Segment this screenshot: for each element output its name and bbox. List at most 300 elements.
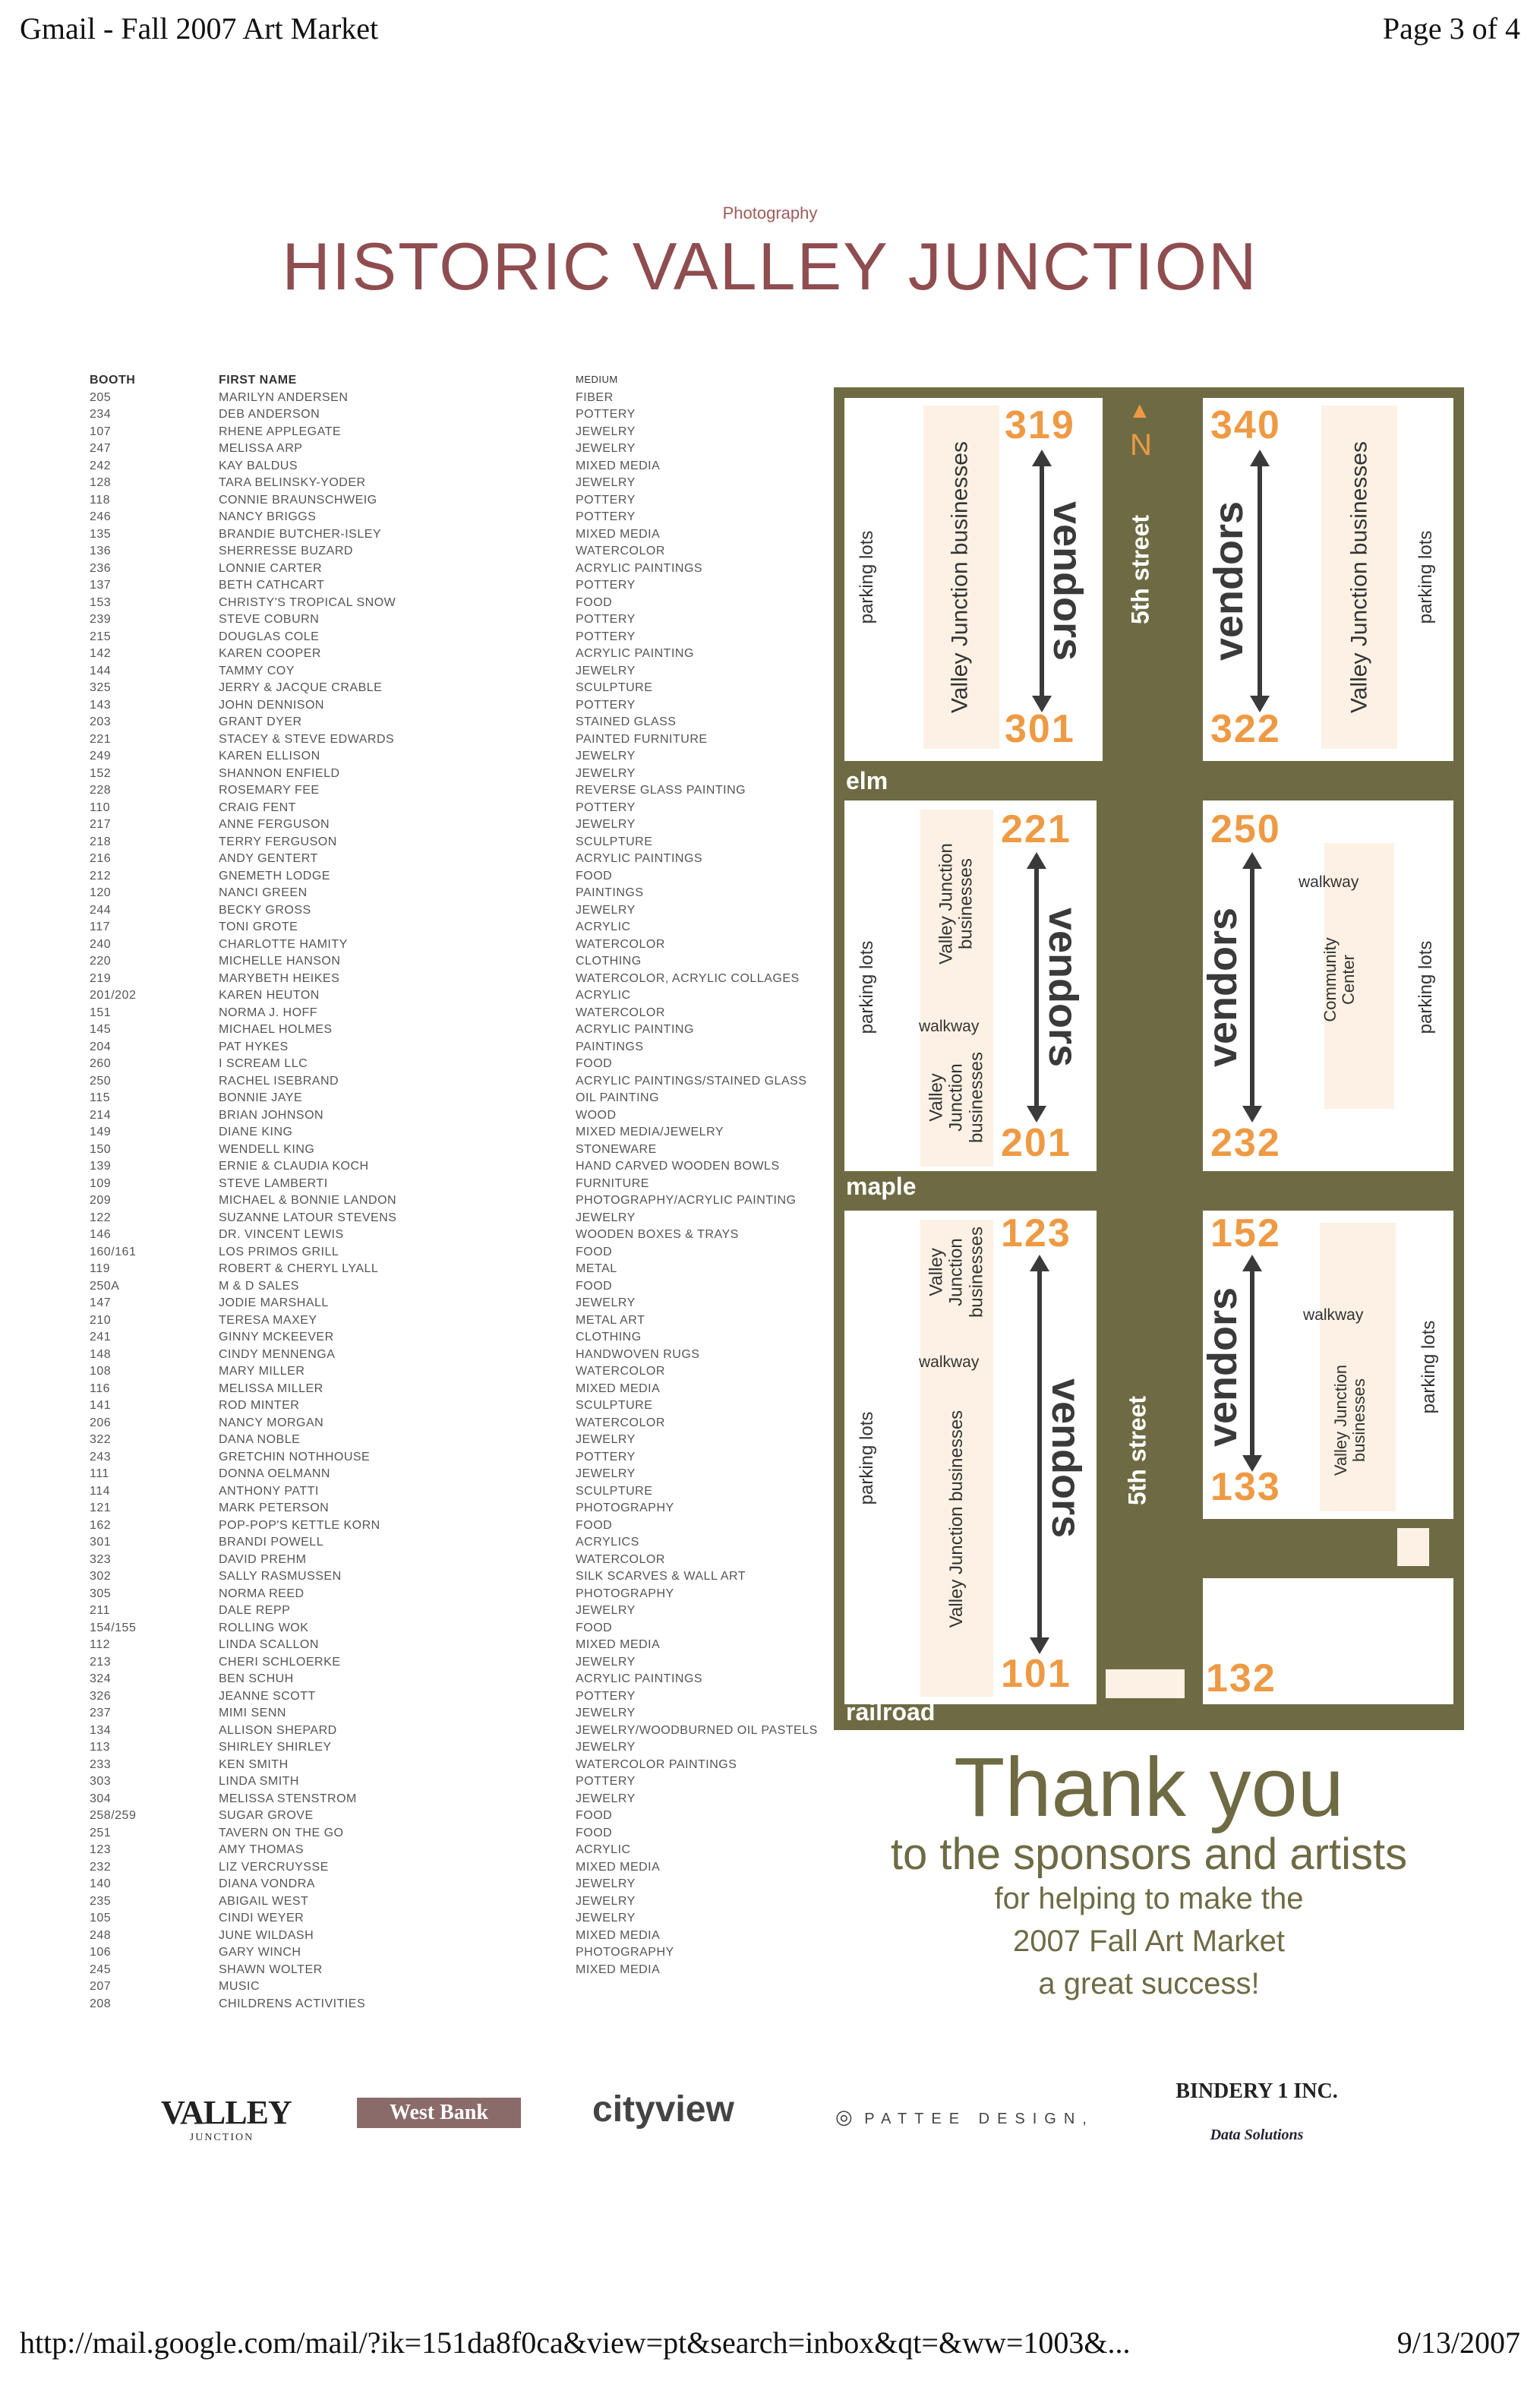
name-cell: GRANT DYER <box>219 715 302 728</box>
table-row <box>90 1485 834 1502</box>
table-row <box>90 1160 834 1177</box>
name-cell: BRANDI POWELL <box>219 1536 324 1549</box>
name-cell: JEANNE SCOTT <box>219 1689 316 1703</box>
name-cell: NORMA REED <box>219 1587 305 1600</box>
medium-cell: POTTERY <box>576 1689 636 1703</box>
table-row <box>90 750 834 767</box>
booth-cell: 145 <box>90 1023 112 1036</box>
medium-cell: JEWELRY <box>576 664 636 677</box>
medium-cell: POTTERY <box>576 630 636 643</box>
print-header-title: Gmail - Fall 2007 Art Market <box>20 11 379 46</box>
valley-logo-subtext: JUNCTION <box>189 2132 254 2143</box>
booth-cell: 216 <box>90 852 112 865</box>
medium-cell: SILK SCARVES & WALL ART <box>576 1570 746 1583</box>
medium-cell: JEWELRY <box>576 1604 636 1617</box>
booth-cell: 141 <box>90 1399 112 1412</box>
table-row <box>90 1656 834 1673</box>
table-row <box>90 596 834 614</box>
medium-cell: JEWELRY <box>576 903 636 917</box>
booth-cell: 244 <box>90 903 112 917</box>
booth-cell: 326 <box>90 1689 112 1703</box>
booth-cell: 325 <box>90 681 112 694</box>
booth-cell: 144 <box>90 664 112 677</box>
name-cell: TONI GROTE <box>219 920 298 933</box>
walkway-label: walkway <box>919 1353 980 1371</box>
booth-cell: 206 <box>90 1416 112 1429</box>
table-row <box>90 1501 834 1519</box>
medium-cell: ACRYLIC PAINTINGS <box>576 561 703 575</box>
booth-cell: 118 <box>90 493 111 507</box>
table-row <box>90 1075 834 1092</box>
name-cell: DONNA OELMANN <box>219 1467 330 1480</box>
walkway-label: walkway <box>919 1018 980 1035</box>
medium-cell: POTTERY <box>576 800 636 814</box>
table-row <box>90 955 834 972</box>
medium-cell: WOODEN BOXES & TRAYS <box>576 1228 739 1241</box>
name-cell: ROSEMARY FEE <box>219 784 320 797</box>
medium-cell: JEWELRY <box>576 1877 636 1890</box>
table-row <box>90 870 834 887</box>
table-row <box>90 1980 834 1997</box>
vj-businesses-label: Valley Junction businesses <box>945 1410 967 1628</box>
medium-cell: WATERCOLOR <box>576 937 665 951</box>
community-center-label: Community Center <box>1320 937 1358 1022</box>
name-cell: SUGAR GROVE <box>219 1809 314 1822</box>
medium-cell: POTTERY <box>576 510 636 523</box>
name-cell: CINDI WEYER <box>219 1912 305 1925</box>
street-marker <box>1106 1669 1185 1698</box>
festival-map <box>834 387 1464 1730</box>
booth-cell: 160/161 <box>90 1245 137 1258</box>
booth-cell: 115 <box>90 1091 111 1104</box>
booth-cell: 305 <box>90 1587 112 1600</box>
medium-cell: WATERCOLOR <box>576 545 665 557</box>
booth-cell: 147 <box>90 1296 112 1309</box>
sponsor-cityview-logo: cityview <box>592 2089 734 2130</box>
booth-cell: 210 <box>90 1313 112 1327</box>
booth-cell: 201/202 <box>90 989 137 1002</box>
name-cell: MELISSA MILLER <box>219 1381 323 1395</box>
booth-cell: 250 <box>90 1074 112 1088</box>
medium-cell: JEWELRY <box>576 1655 636 1669</box>
name-cell: KAREN HEUTON <box>219 989 320 1002</box>
booth-cell: 121 <box>90 1501 112 1514</box>
table-row <box>90 1724 834 1741</box>
name-cell: ABIGAIL WEST <box>219 1894 309 1908</box>
name-cell: BRIAN JOHNSON <box>219 1108 324 1122</box>
name-cell: JOHN DENNISON <box>219 698 324 712</box>
street-label-5th: 5th street <box>1123 1395 1151 1506</box>
medium-cell: FOOD <box>576 1621 613 1634</box>
table-row <box>90 1006 834 1024</box>
vendors-arrow <box>1034 866 1039 1109</box>
booth-cell: 112 <box>90 1638 111 1651</box>
medium-cell: PAINTINGS <box>576 886 644 899</box>
medium-cell: FOOD <box>576 1279 613 1293</box>
booth-cell: 234 <box>90 408 112 421</box>
name-cell: MICHAEL HOLMES <box>219 1023 333 1036</box>
vj-businesses-label: Valley Junction businesses <box>936 843 977 965</box>
sponsor-pattee-design-logo <box>835 2105 1094 2174</box>
parking-lots-label: parking lots <box>857 1411 877 1505</box>
name-cell: SALLY RASMUSSEN <box>219 1570 342 1583</box>
vendor-table-header <box>90 374 834 391</box>
table-row <box>90 920 834 938</box>
vj-businesses-label: Valley Junction businesses <box>1346 441 1372 713</box>
table-row <box>90 1741 834 1758</box>
table-row <box>90 1246 834 1263</box>
medium-cell: POTTERY <box>576 1450 636 1464</box>
booth-cell: 135 <box>90 527 112 541</box>
name-cell: DEB ANDERSON <box>219 408 320 421</box>
table-row <box>90 1467 834 1485</box>
table-row <box>90 494 834 511</box>
table-row <box>90 1433 834 1451</box>
name-cell: MIMI SENN <box>219 1707 286 1719</box>
booth-cell: 139 <box>90 1160 112 1173</box>
booth-cell: 111 <box>90 1467 109 1480</box>
medium-cell: ACRYLIC <box>576 1843 631 1856</box>
medium-cell: JEWELRY <box>576 1467 636 1480</box>
table-row <box>90 1929 834 1947</box>
booth-cell: 119 <box>90 1262 111 1275</box>
name-cell: CRAIG FENT <box>219 800 296 814</box>
table-row <box>90 1451 834 1468</box>
table-row <box>90 442 834 459</box>
medium-cell: HAND CARVED WOODEN BOWLS <box>576 1160 780 1173</box>
medium-cell: MIXED MEDIA/JEWELRY <box>576 1126 724 1138</box>
table-row <box>90 1194 834 1211</box>
print-footer <box>20 2325 1520 2370</box>
booth-cell: 219 <box>90 971 112 985</box>
booth-cell: 122 <box>90 1211 112 1224</box>
name-cell: DIANE KING <box>219 1126 293 1138</box>
name-cell: GRETCHIN NOTHHOUSE <box>219 1450 371 1464</box>
thank-you-heading: Thank you <box>954 1741 1344 1834</box>
medium-cell: METAL ART <box>576 1313 645 1327</box>
sponsor-valley-junction-logo <box>161 2079 292 2148</box>
table-row <box>90 1707 834 1724</box>
medium-cell: SCULPTURE <box>576 1484 653 1498</box>
booth-cell: 153 <box>90 595 112 609</box>
name-cell: LINDA SCALLON <box>219 1638 319 1651</box>
table-row <box>90 1109 834 1126</box>
name-cell: I SCREAM LLC <box>219 1057 308 1070</box>
name-cell: CONNIE BRAUNSCHWEIG <box>219 493 377 507</box>
booth-cell: 236 <box>90 561 112 575</box>
booth-cell: 221 <box>90 732 112 746</box>
table-row <box>90 1262 834 1280</box>
booth-cell: 233 <box>90 1757 112 1771</box>
table-row <box>90 545 834 562</box>
booth-number-101: 101 <box>1001 1652 1071 1696</box>
name-cell: DR. VINCENT LEWIS <box>219 1228 344 1241</box>
table-row <box>90 613 834 630</box>
medium-cell: JEWELRY/WOODBURNED OIL PASTELS <box>576 1723 818 1737</box>
medium-cell: ACRYLIC <box>576 920 631 933</box>
table-row <box>90 1416 834 1434</box>
table-row <box>90 801 834 819</box>
table-row <box>90 1331 834 1348</box>
north-label: N <box>1130 428 1153 462</box>
medium-cell: POTTERY <box>576 698 636 712</box>
table-row <box>90 1690 834 1707</box>
booth-number-132: 132 <box>1206 1656 1276 1700</box>
print-header <box>20 11 1520 56</box>
medium-cell: POTTERY <box>576 408 636 421</box>
medium-cell: PAINTED FURNITURE <box>576 732 708 746</box>
cross-street-maple: maple <box>846 1173 917 1200</box>
booth-cell: 250A <box>90 1279 120 1293</box>
booth-cell: 212 <box>90 869 112 883</box>
table-row <box>90 767 834 785</box>
medium-cell: JEWELRY <box>576 442 636 455</box>
name-cell: LONNIE CARTER <box>219 561 323 575</box>
booth-number-250: 250 <box>1210 807 1281 851</box>
medium-cell: METAL <box>576 1262 617 1275</box>
name-cell: ANTHONY PATTI <box>219 1484 319 1498</box>
booth-cell: 107 <box>90 425 112 438</box>
name-cell: STACEY & STEVE EDWARDS <box>219 732 395 746</box>
booth-cell: 109 <box>90 1176 112 1190</box>
booth-cell: 217 <box>90 818 112 831</box>
booth-cell: 123 <box>90 1843 112 1856</box>
booth-cell: 235 <box>90 1894 112 1908</box>
medium-cell: CLOTHING <box>576 1331 642 1344</box>
booth-cell: 301 <box>90 1536 112 1549</box>
table-row <box>90 1228 834 1246</box>
booth-cell: 207 <box>90 1980 112 1993</box>
name-cell: JUNE WILDASH <box>219 1928 314 1942</box>
name-cell: MARILYN ANDERSEN <box>219 390 349 404</box>
page-title: HISTORIC VALLEY JUNCTION <box>282 229 1258 304</box>
table-row <box>90 681 834 699</box>
name-cell: NANCI GREEN <box>219 886 308 899</box>
parking-lots-label: parking lots <box>857 940 877 1034</box>
booth-cell: 137 <box>90 579 112 592</box>
name-cell: GINNY MCKEEVER <box>219 1331 334 1344</box>
medium-cell: PAINTINGS <box>576 1040 644 1053</box>
medium-cell: JEWELRY <box>576 750 636 763</box>
booth-cell: 208 <box>90 1997 112 2010</box>
name-cell: STEVE LAMBERTI <box>219 1176 328 1190</box>
table-row <box>90 562 834 579</box>
vj-businesses-label: Valley Junction businesses <box>1330 1364 1368 1476</box>
medium-cell: FOOD <box>576 869 613 883</box>
name-cell: NANCY BRIGGS <box>219 510 317 523</box>
table-row <box>90 1553 834 1571</box>
booth-cell: 149 <box>90 1126 112 1138</box>
name-cell: LIZ VERCRUYSSE <box>219 1860 329 1874</box>
medium-cell: MIXED MEDIA <box>576 1860 661 1874</box>
table-row <box>90 835 834 853</box>
booth-cell: 205 <box>90 390 112 404</box>
name-cell: RHENE APPLEGATE <box>219 425 342 438</box>
name-cell: TERRY FERGUSON <box>219 835 337 848</box>
table-row <box>90 1177 834 1195</box>
table-row <box>90 733 834 750</box>
booth-cell: 162 <box>90 1518 112 1532</box>
medium-cell: SCULPTURE <box>576 835 653 848</box>
table-row <box>90 1912 834 1929</box>
table-row <box>90 886 834 904</box>
name-cell: ERNIE & CLAUDIA KOCH <box>219 1160 369 1173</box>
medium-cell: POTTERY <box>576 613 636 626</box>
table-row <box>90 1946 834 1963</box>
medium-cell: JEWELRY <box>576 766 636 780</box>
name-cell: GNEMETH LODGE <box>219 869 330 883</box>
table-row <box>90 1672 834 1690</box>
name-cell: MARY MILLER <box>219 1365 305 1378</box>
table-row <box>90 1365 834 1382</box>
table-row <box>90 1280 834 1297</box>
table-row <box>90 1587 834 1605</box>
table-row <box>90 1211 834 1229</box>
table-row <box>90 1314 834 1331</box>
table-row <box>90 510 834 528</box>
table-row <box>90 1296 834 1314</box>
table-row <box>90 1877 834 1895</box>
vendors-arrow <box>1037 1268 1042 1640</box>
table-row <box>90 1809 834 1827</box>
vendors-arrow <box>1250 1268 1254 1458</box>
medium-cell: FOOD <box>576 595 613 609</box>
vendors-arrow <box>1258 463 1262 699</box>
booth-cell: 110 <box>90 800 111 814</box>
medium-cell: ACRYLIC PAINTINGS/STAINED GLASS <box>576 1074 807 1088</box>
name-cell: DALE REPP <box>219 1604 291 1617</box>
booth-cell: 143 <box>90 698 112 712</box>
medium-cell: JEWELRY <box>576 1211 636 1224</box>
name-cell: TAVERN ON THE GO <box>219 1826 344 1839</box>
name-cell: ANDY GENTERT <box>219 852 318 865</box>
medium-cell: MIXED MEDIA <box>576 1962 661 1976</box>
table-row <box>90 972 834 990</box>
name-cell: CHARLOTTE HAMITY <box>219 937 348 951</box>
name-cell: MELISSA ARP <box>219 442 303 455</box>
medium-cell: JEWELRY <box>576 425 636 438</box>
name-cell: MARYBETH HEIKES <box>219 971 340 985</box>
table-row <box>90 1963 834 1981</box>
vendor-table <box>90 374 834 2014</box>
bindery-logo-text: BINDERY 1 INC. <box>1176 2079 1338 2103</box>
medium-cell: ACRYLICS <box>576 1536 639 1549</box>
booth-cell: 150 <box>90 1142 112 1156</box>
medium-cell: POTTERY <box>576 493 636 507</box>
data-solutions-logo-text: Data Solutions <box>1210 2127 1304 2143</box>
booth-number-232: 232 <box>1210 1121 1281 1165</box>
thank-you-line: 2007 Fall Art Market <box>1013 1925 1285 1958</box>
medium-cell: JEWELRY <box>576 1296 636 1309</box>
name-cell: SUZANNE LATOUR STEVENS <box>219 1211 397 1224</box>
name-cell: CHRISTY'S TROPICAL SNOW <box>219 595 396 609</box>
name-cell: STEVE COBURN <box>219 613 320 626</box>
name-cell: MELISSA STENSTROM <box>219 1792 357 1805</box>
name-cell: BEN SCHUH <box>219 1672 294 1685</box>
name-cell: KEN SMITH <box>219 1757 289 1771</box>
name-cell: MARK PETERSON <box>219 1501 330 1514</box>
medium-cell: POTTERY <box>576 579 636 592</box>
table-row <box>90 1348 834 1366</box>
medium-cell: PHOTOGRAPHY <box>576 1946 674 1959</box>
name-cell: CHERI SCHLOERKE <box>219 1655 341 1669</box>
medium-cell: FOOD <box>576 1518 613 1532</box>
booth-cell: 237 <box>90 1707 112 1719</box>
medium-cell: SCULPTURE <box>576 1399 653 1412</box>
table-row <box>90 1997 834 2015</box>
name-cell: DIANA VONDRA <box>219 1877 315 1890</box>
booth-cell: 108 <box>90 1365 112 1378</box>
medium-cell: WATERCOLOR PAINTINGS <box>576 1757 737 1771</box>
table-row <box>90 818 834 835</box>
sponsor-westbank-logo: West Bank <box>357 2098 521 2128</box>
booth-cell: 117 <box>90 920 111 933</box>
booth-number-123: 123 <box>1001 1211 1071 1255</box>
table-row <box>90 408 834 425</box>
table-row <box>90 647 834 665</box>
walkway-label: walkway <box>1299 873 1359 891</box>
table-row <box>90 1758 834 1776</box>
medium-cell: ACRYLIC <box>576 989 631 1002</box>
thank-you-line: a great success! <box>1038 1967 1260 2000</box>
pattee-logo-icon: ◎ <box>835 2105 853 2128</box>
name-cell: BETH CATHCART <box>219 579 325 592</box>
table-row <box>90 715 834 733</box>
name-cell: GARY WINCH <box>219 1946 301 1959</box>
booth-number-152: 152 <box>1210 1211 1281 1255</box>
name-cell: RACHEL ISEBRAND <box>219 1074 339 1088</box>
table-row <box>90 1091 834 1109</box>
booth-cell: 304 <box>90 1792 112 1805</box>
table-row <box>90 1040 834 1058</box>
medium-cell: STONEWARE <box>576 1142 657 1156</box>
booth-cell: 203 <box>90 715 112 728</box>
name-cell: PAT HYKES <box>219 1040 289 1053</box>
medium-cell: MIXED MEDIA <box>576 1381 661 1395</box>
header-name: FIRST NAME <box>219 374 297 387</box>
name-cell: KAREN COOPER <box>219 647 321 660</box>
table-row <box>90 1638 834 1656</box>
table-row <box>90 1399 834 1416</box>
name-cell: TARA BELINSKY-YODER <box>219 476 366 489</box>
booth-number-319: 319 <box>1005 403 1075 447</box>
booth-number-301: 301 <box>1005 707 1075 751</box>
booth-cell: 148 <box>90 1347 112 1361</box>
booth-cell: 106 <box>90 1946 112 1959</box>
name-cell: CINDY MENNENGA <box>219 1347 336 1361</box>
medium-cell: MIXED MEDIA <box>576 1638 661 1651</box>
vendors-label: vendors <box>1206 500 1251 662</box>
name-cell: JODIE MARSHALL <box>219 1296 329 1309</box>
kicker-text: Photography <box>722 204 818 223</box>
table-row <box>90 1604 834 1621</box>
table-row <box>90 1621 834 1639</box>
table-row <box>90 1143 834 1160</box>
booth-cell: 258/259 <box>90 1809 137 1822</box>
name-cell: ROBERT & CHERYL LYALL <box>219 1262 379 1275</box>
booth-cell: 113 <box>90 1741 111 1754</box>
vendors-label: vendors <box>1040 907 1086 1068</box>
pattee-logo-text: PATTEE DESIGN, <box>864 2111 1094 2127</box>
booth-cell: 248 <box>90 1928 112 1942</box>
table-row <box>90 1023 834 1040</box>
table-row <box>90 1519 834 1536</box>
name-cell: SHANNON ENFIELD <box>219 766 340 780</box>
name-cell: MICHELLE HANSON <box>219 955 341 968</box>
booth-cell: 251 <box>90 1826 112 1839</box>
table-row <box>90 630 834 648</box>
booth-cell: 204 <box>90 1040 112 1053</box>
